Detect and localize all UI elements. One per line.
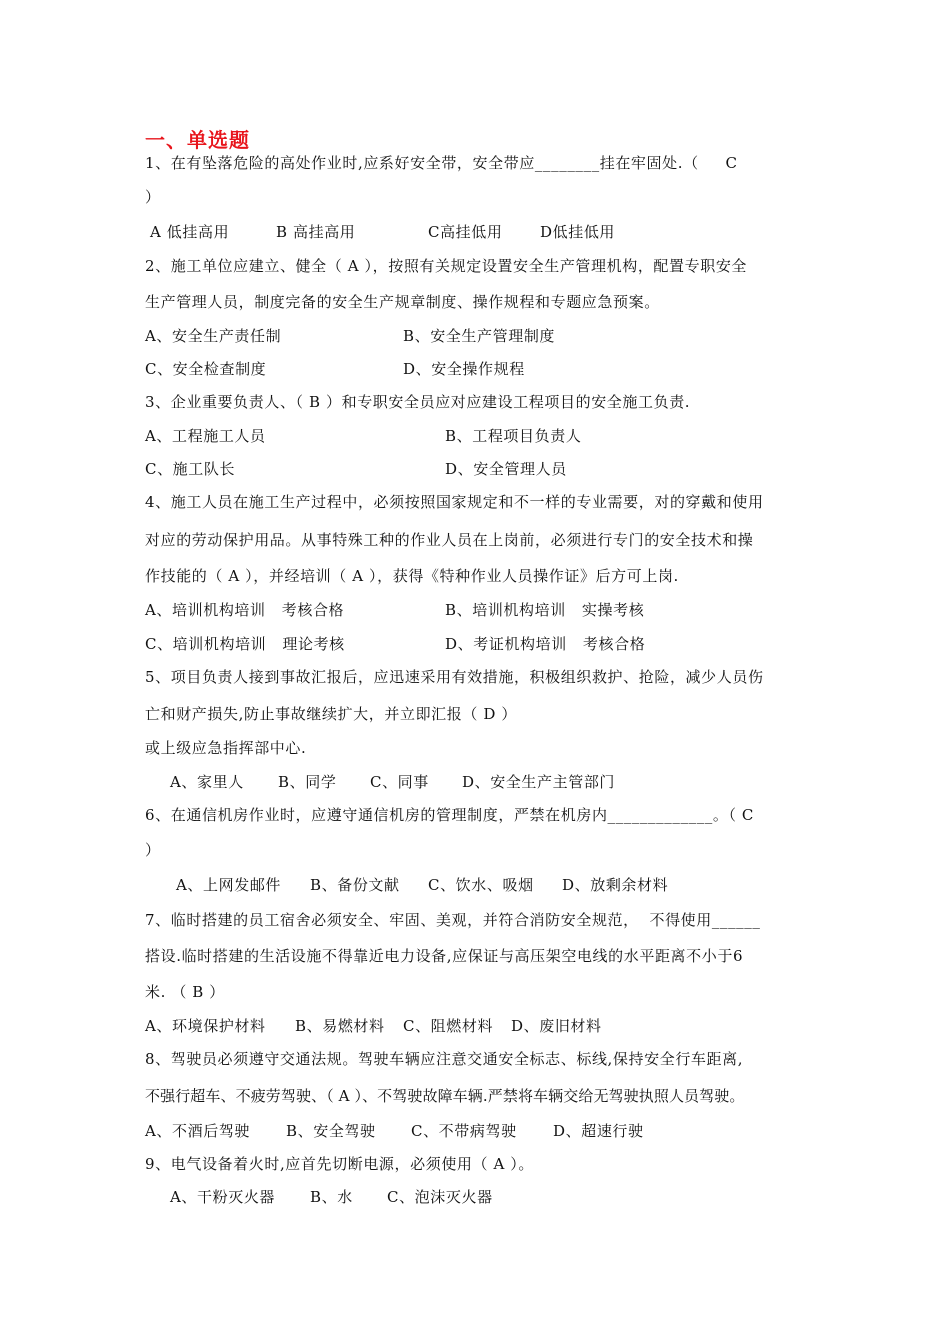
q6-option-b: B、备份文献 — [310, 876, 400, 894]
q4-option-a: A、培训机构培训 考核合格 — [145, 601, 345, 619]
q3-option-d: D、安全管理人员 — [445, 460, 567, 478]
q2-option-d: D、安全操作规程 — [403, 360, 525, 378]
q9-option-a: A、干粉灭火器 — [170, 1188, 276, 1206]
q4-text-line1: 4、施工人员在施工生产过程中，必须按照国家规定和不一样的专业需要，对的穿戴和使用 — [145, 493, 764, 511]
q4-text-line2: 对应的劳动保护用品。从事特殊工种的作业人员在上岗前，必须进行专门的安全技术和操 — [145, 531, 754, 549]
q5-text-line2: 亡和财产损失,防止事故继续扩大，并立即汇报（ D ） — [145, 705, 517, 723]
q7-text-line3: 米. （ B ） — [145, 983, 225, 1001]
q3-option-c: C、施工队长 — [145, 460, 236, 478]
q4-option-c: C、培训机构培训 理论考核 — [145, 635, 345, 653]
section-title: 一、单选题 — [145, 128, 250, 152]
q2-option-b: B、安全生产管理制度 — [403, 327, 556, 345]
q5-option-b: B、同学 — [278, 773, 337, 791]
q1-text-line1: 1、在有坠落危险的高处作业时,应系好安全带，安全带应________挂在牢固处.（ C — [145, 154, 738, 172]
q4-text-line3: 作技能的（ A ），并经培训（ A ），获得《特种作业人员操作证》后方可上岗. — [145, 567, 679, 585]
q7-option-b: B、易燃材料 — [295, 1017, 385, 1035]
q4-option-d: D、考证机构培训 考核合格 — [445, 635, 646, 653]
q2-option-a: A、安全生产责任制 — [145, 327, 282, 345]
q7-option-c: C、阻燃材料 — [403, 1017, 494, 1035]
q1-text-line2: ） — [145, 188, 161, 206]
q8-option-c: C、不带病驾驶 — [411, 1122, 517, 1140]
q7-option-a: A、环境保护材料 — [145, 1017, 266, 1035]
q7-option-d: D、废旧材料 — [511, 1017, 602, 1035]
q1-option-a: A 低挂高用 — [150, 223, 230, 241]
q7-text-line2: 搭设.临时搭建的生活设施不得靠近电力设备,应保证与高压架空电线的水平距离不小于6 — [145, 947, 744, 965]
q1-option-b: B 高挂高用 — [276, 223, 356, 241]
q6-option-d: D、放剩余材料 — [562, 876, 669, 894]
q5-option-a: A、家里人 — [170, 773, 244, 791]
q9-option-b: B、水 — [310, 1188, 353, 1206]
q3-option-b: B、工程项目负责人 — [445, 427, 582, 445]
q1-option-d: D低挂低用 — [540, 223, 616, 241]
q8-text-line1: 8、驾驶员必须遵守交通法规。驾驶车辆应注意交通安全标志、标线,保持安全行车距离, — [145, 1050, 744, 1068]
q6-option-a: A、上网发邮件 — [176, 876, 282, 894]
q5-text-line1: 5、项目负责人接到事故汇报后，应迅速采用有效措施，积极组织救护、抢险，减少人员伤 — [145, 668, 764, 686]
q2-text-line1: 2、施工单位应建立、健全（ A ），按照有关规定设置安全生产管理机构，配置专职安全 — [145, 257, 748, 275]
q8-option-b: B、安全驾驶 — [286, 1122, 376, 1140]
q9-option-c: C、泡沫灭火器 — [387, 1188, 493, 1206]
q2-text-line2: 生产管理人员，制度完备的安全生产规章制度、操作规程和专题应急预案。 — [145, 293, 660, 311]
q6-option-c: C、饮水、吸烟 — [428, 876, 534, 894]
q9-text-line1: 9、电气设备着火时,应首先切断电源，必须使用（ A ）。 — [145, 1155, 534, 1173]
q3-option-a: A、工程施工人员 — [145, 427, 266, 445]
q6-text-line2: ） — [145, 841, 161, 859]
q8-text-line2: 不强行超车、不疲劳驾驶、（ A ）、不驾驶故障车辆.严禁将车辆交给无驾驶执照人员驾驶。 — [145, 1087, 745, 1105]
q7-text-line1: 7、临时搭建的员工宿舍必须安全、牢固、美观，并符合消防安全规范， 不得使用______ — [145, 911, 761, 929]
q5-option-c: C、同事 — [370, 773, 429, 791]
q2-option-c: C、安全检查制度 — [145, 360, 267, 378]
q3-text-line1: 3、企业重要负责人、（ B ）和专职安全员应对应建设工程项目的安全施工负责. — [145, 393, 691, 411]
q4-option-b: B、培训机构培训 实操考核 — [445, 601, 645, 619]
q8-option-a: A、不酒后驾驶 — [145, 1122, 251, 1140]
q5-text-line3: 或上级应急指挥部中心. — [145, 739, 307, 757]
q5-option-d: D、安全生产主管部门 — [462, 773, 616, 791]
q8-option-d: D、超速行驶 — [553, 1122, 644, 1140]
q6-text-line1: 6、在通信机房作业时，应遵守通信机房的管理制度，严禁在机房内_____________。（ C — [145, 806, 754, 824]
q1-option-c: C高挂低用 — [428, 223, 503, 241]
